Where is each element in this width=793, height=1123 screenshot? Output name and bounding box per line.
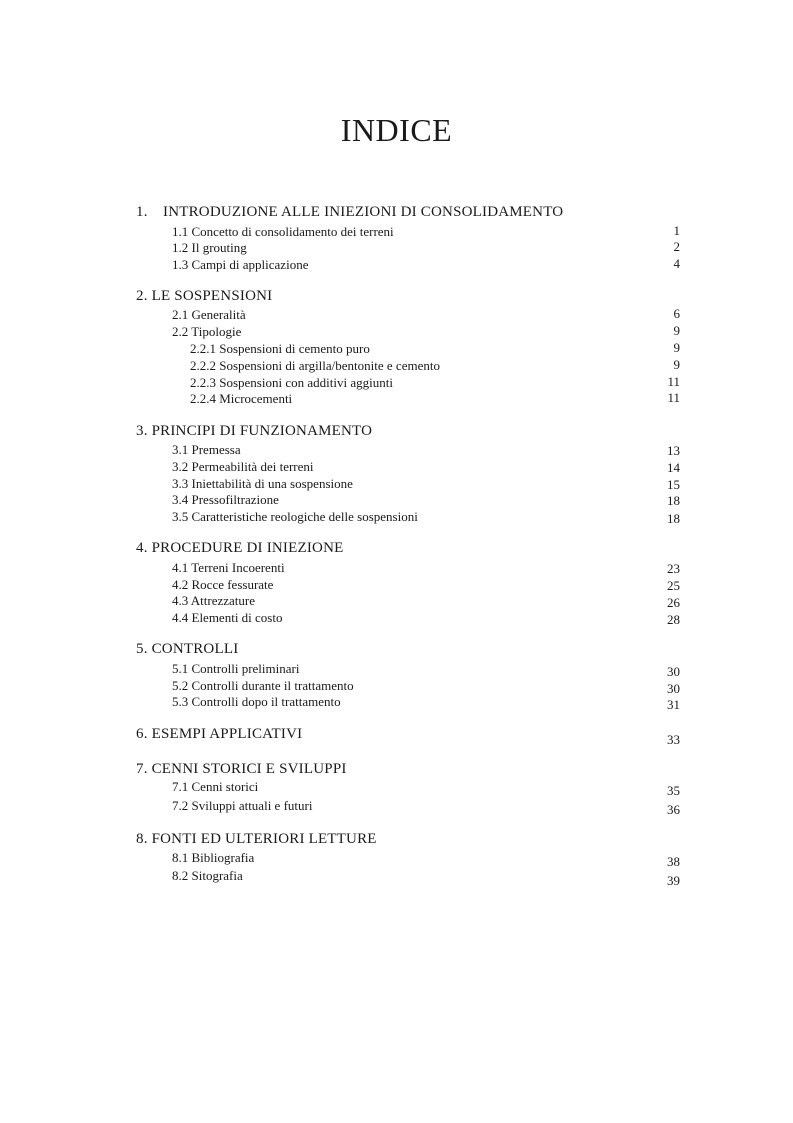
page-number: 14 [667,460,680,475]
page-number: 9 [673,340,680,355]
toc-item: 1.2 Il grouting [172,240,247,255]
toc-item: 5.1 Controlli preliminari [172,661,300,676]
page-number: 30 [667,664,680,679]
page-number: 4 [673,256,680,271]
toc-item: 4.2 Rocce fessurate [172,577,274,592]
toc-item: 2.1 Generalità [172,307,246,322]
toc-item: 8.1 Bibliografia [172,850,255,865]
toc-section-2: 2. LE SOSPENSIONI [136,288,273,304]
toc-section-6: 6. ESEMPI APPLICATIVI [136,726,303,742]
toc-item: 4.4 Elementi di costo [172,610,283,625]
page-number: 9 [673,323,680,338]
page-number: 25 [667,578,680,593]
toc-item: 4.3 Attrezzature [172,593,256,608]
page-number: 6 [673,306,680,321]
page-number: 18 [667,493,680,508]
page-number: 18 [667,511,680,526]
page-number: 1 [673,223,680,238]
toc-item: 3.2 Permeabilità dei terreni [172,459,314,474]
page-number: 39 [667,873,680,888]
toc-item: 8.2 Sitografia [172,868,243,883]
page-number: 9 [673,357,680,372]
section-number: 1. [136,204,148,220]
page-number: 36 [667,802,680,817]
toc-section-3: 3. PRINCIPI DI FUNZIONAMENTO [136,423,373,439]
toc-item: 3.1 Premessa [172,442,241,457]
page-number: 35 [667,783,680,798]
toc-subitem: 2.2.3 Sospensioni con additivi aggiunti [190,375,393,390]
section-title: INTRODUZIONE ALLE INIEZIONI DI CONSOLIDAMENTO [163,204,564,220]
toc-item: 2.2 Tipologie [172,324,242,339]
toc-subitem: 2.2.4 Microcementi [190,391,293,406]
page-number: 31 [667,697,680,712]
toc-section-4: 4. PROCEDURE DI INIEZIONE [136,540,344,556]
page-number: 38 [667,854,680,869]
toc-item: 1.3 Campi di applicazione [172,257,309,272]
toc-item: 5.3 Controlli dopo il trattamento [172,694,341,709]
toc-subitem: 2.2.1 Sospensioni di cemento puro [190,341,370,356]
page-number: 23 [667,561,680,576]
toc-item: 3.4 Pressofiltrazione [172,492,279,507]
page-number: 15 [667,477,680,492]
toc-item: 7.1 Cenni storici [172,779,259,794]
page-number: 11 [667,390,680,405]
toc-item: 7.2 Sviluppi attuali e futuri [172,798,313,813]
toc-item: 4.1 Terreni Incoerenti [172,560,285,575]
toc-subitem: 2.2.2 Sospensioni di argilla/bentonite e cemento [190,358,440,373]
toc-item: 3.3 Iniettabilità di una sospensione [172,476,353,491]
page-title: INDICE [340,112,453,148]
page-number: 11 [667,374,680,389]
toc-item: 1.1 Concetto di consolidamento dei terreni [172,224,394,239]
page-number: 30 [667,681,680,696]
page-number: 26 [667,595,680,610]
page-number: 33 [667,732,680,747]
page-number: 13 [667,443,680,458]
page-number: 2 [673,239,680,254]
toc-section-7: 7. CENNI STORICI E SVILUPPI [136,761,347,777]
toc-section-8: 8. FONTI ED ULTERIORI LETTURE [136,831,377,847]
page-number: 28 [667,612,680,627]
toc-item: 3.5 Caratteristiche reologiche delle sospensioni [172,509,418,524]
toc-section-5: 5. CONTROLLI [136,641,239,657]
toc-section-1 [136,204,563,221]
toc-item: 5.2 Controlli durante il trattamento [172,678,354,693]
